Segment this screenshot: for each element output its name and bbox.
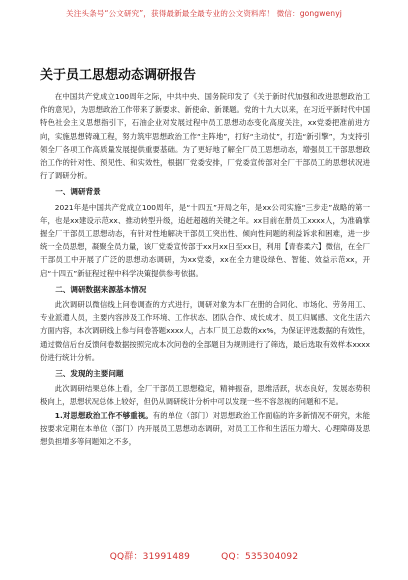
qq-group-label: QQ群：31991489 <box>109 552 191 562</box>
document-body <box>40 90 370 448</box>
contact-footer <box>0 549 408 562</box>
data-source-paragraph: 此次调研以微信线上问卷调查的方式进行，调研对象为本厂在册的合同化、市场化、劳务用工、专业派遣人员，主要内容涉及工作环境、工作状态、团队合作、成长成才、员工归属感、文化生活六方面内容，本次调研线上参与问卷答题xxxx人，占本厂员工总数的xx%，为保证评选数据的有效性，通过微信后台反馈问卷数据按照完成本次问卷的全部题目为规则进行了筛选，最后选取有效样本xxxx份进行统计分析。 <box>40 300 370 362</box>
promo-banner: 关注头条号“公文研究”，获得最新最全最专业的公文资料库！ 微信：gongwenyj <box>66 9 342 18</box>
problem-item-1 <box>40 409 370 449</box>
intro-paragraph: 在中国共产党成立100周年之际，中共中央、国务院印发了《关于新时代加强和改进思想政治工作的意见》，为思想政治工作带来了新要求、新使命、新课题。党的十九大以来，在习近平新时代中国特色社会主义思想指引下，石油企业对发展过程中员工思想动态变化高度关注，xx党委把准前进方向，实施思想铸魂工程，努力筑牢思想政治工作“主阵地”，打好“主动仗”，打造“新引擎”，为支持引领全厂各项工作高质量发展提供重要基础。为了更好地了解全厂员工思想动态，增强员工干部思想政治工作的针对性、预见性、和实效性，根据厂党委安排，厂党委宣传部对全厂干部员工的思想状况进行了调研分析。 <box>40 92 370 181</box>
problem-item-1-text: 有的单位（部门）对思想政治工作面临的许多新情况不研究，未能按要求定期在本单位（部门）内开展员工思想动态调研，对员工工作和生活压力增大、心理障碍及思想负担增多等问题知之不多， <box>40 410 370 447</box>
qq-contact-label: QQ：535304092 <box>221 552 299 562</box>
problems-paragraph: 此次调研结果总体上看，全厂干部员工思想稳定，精神振奋，思维活跃，状态良好，发展态势积极向上，思想状况总体上较好，但仍从调研统计分析中可以发现一些不容忽视的问题和不足。 <box>40 384 370 407</box>
section-heading-data-source: 二、调研数据来源基本情况 <box>55 284 147 294</box>
section-heading-background: 一、调研背景 <box>55 187 101 197</box>
background-paragraph: 2021年是中国共产党成立100周年，是“十四五”开局之年，是xx公司实施“三步走”战略的第一年，也是xx建设示范xx、推动转型升级，追赶超越的关键之年。xx目前在册员工xxxx人，为准确掌握全厂干部员工思想动态，有针对性地解决干部员工突出性、倾向性问题的利益诉求和困难，进一步统一全员思想，凝聚全员力量，该厂党委宣传部于xx月xx日至xx日，利用【青春柔六】微信，在全厂干部员工中开展了广泛的思想动态调研，为xx党委，xx在全力建设绿色、智能、效益示范xx，开启“十四五”新征程过程中科学决策提供参考依据。 <box>40 202 370 278</box>
section-heading-problems: 三、发现的主要问题 <box>55 369 124 379</box>
problem-item-1-title: 1.对思想政治工作不够重视。 <box>54 410 153 420</box>
document-title: 关于员工思想动态调研报告 <box>40 68 197 83</box>
